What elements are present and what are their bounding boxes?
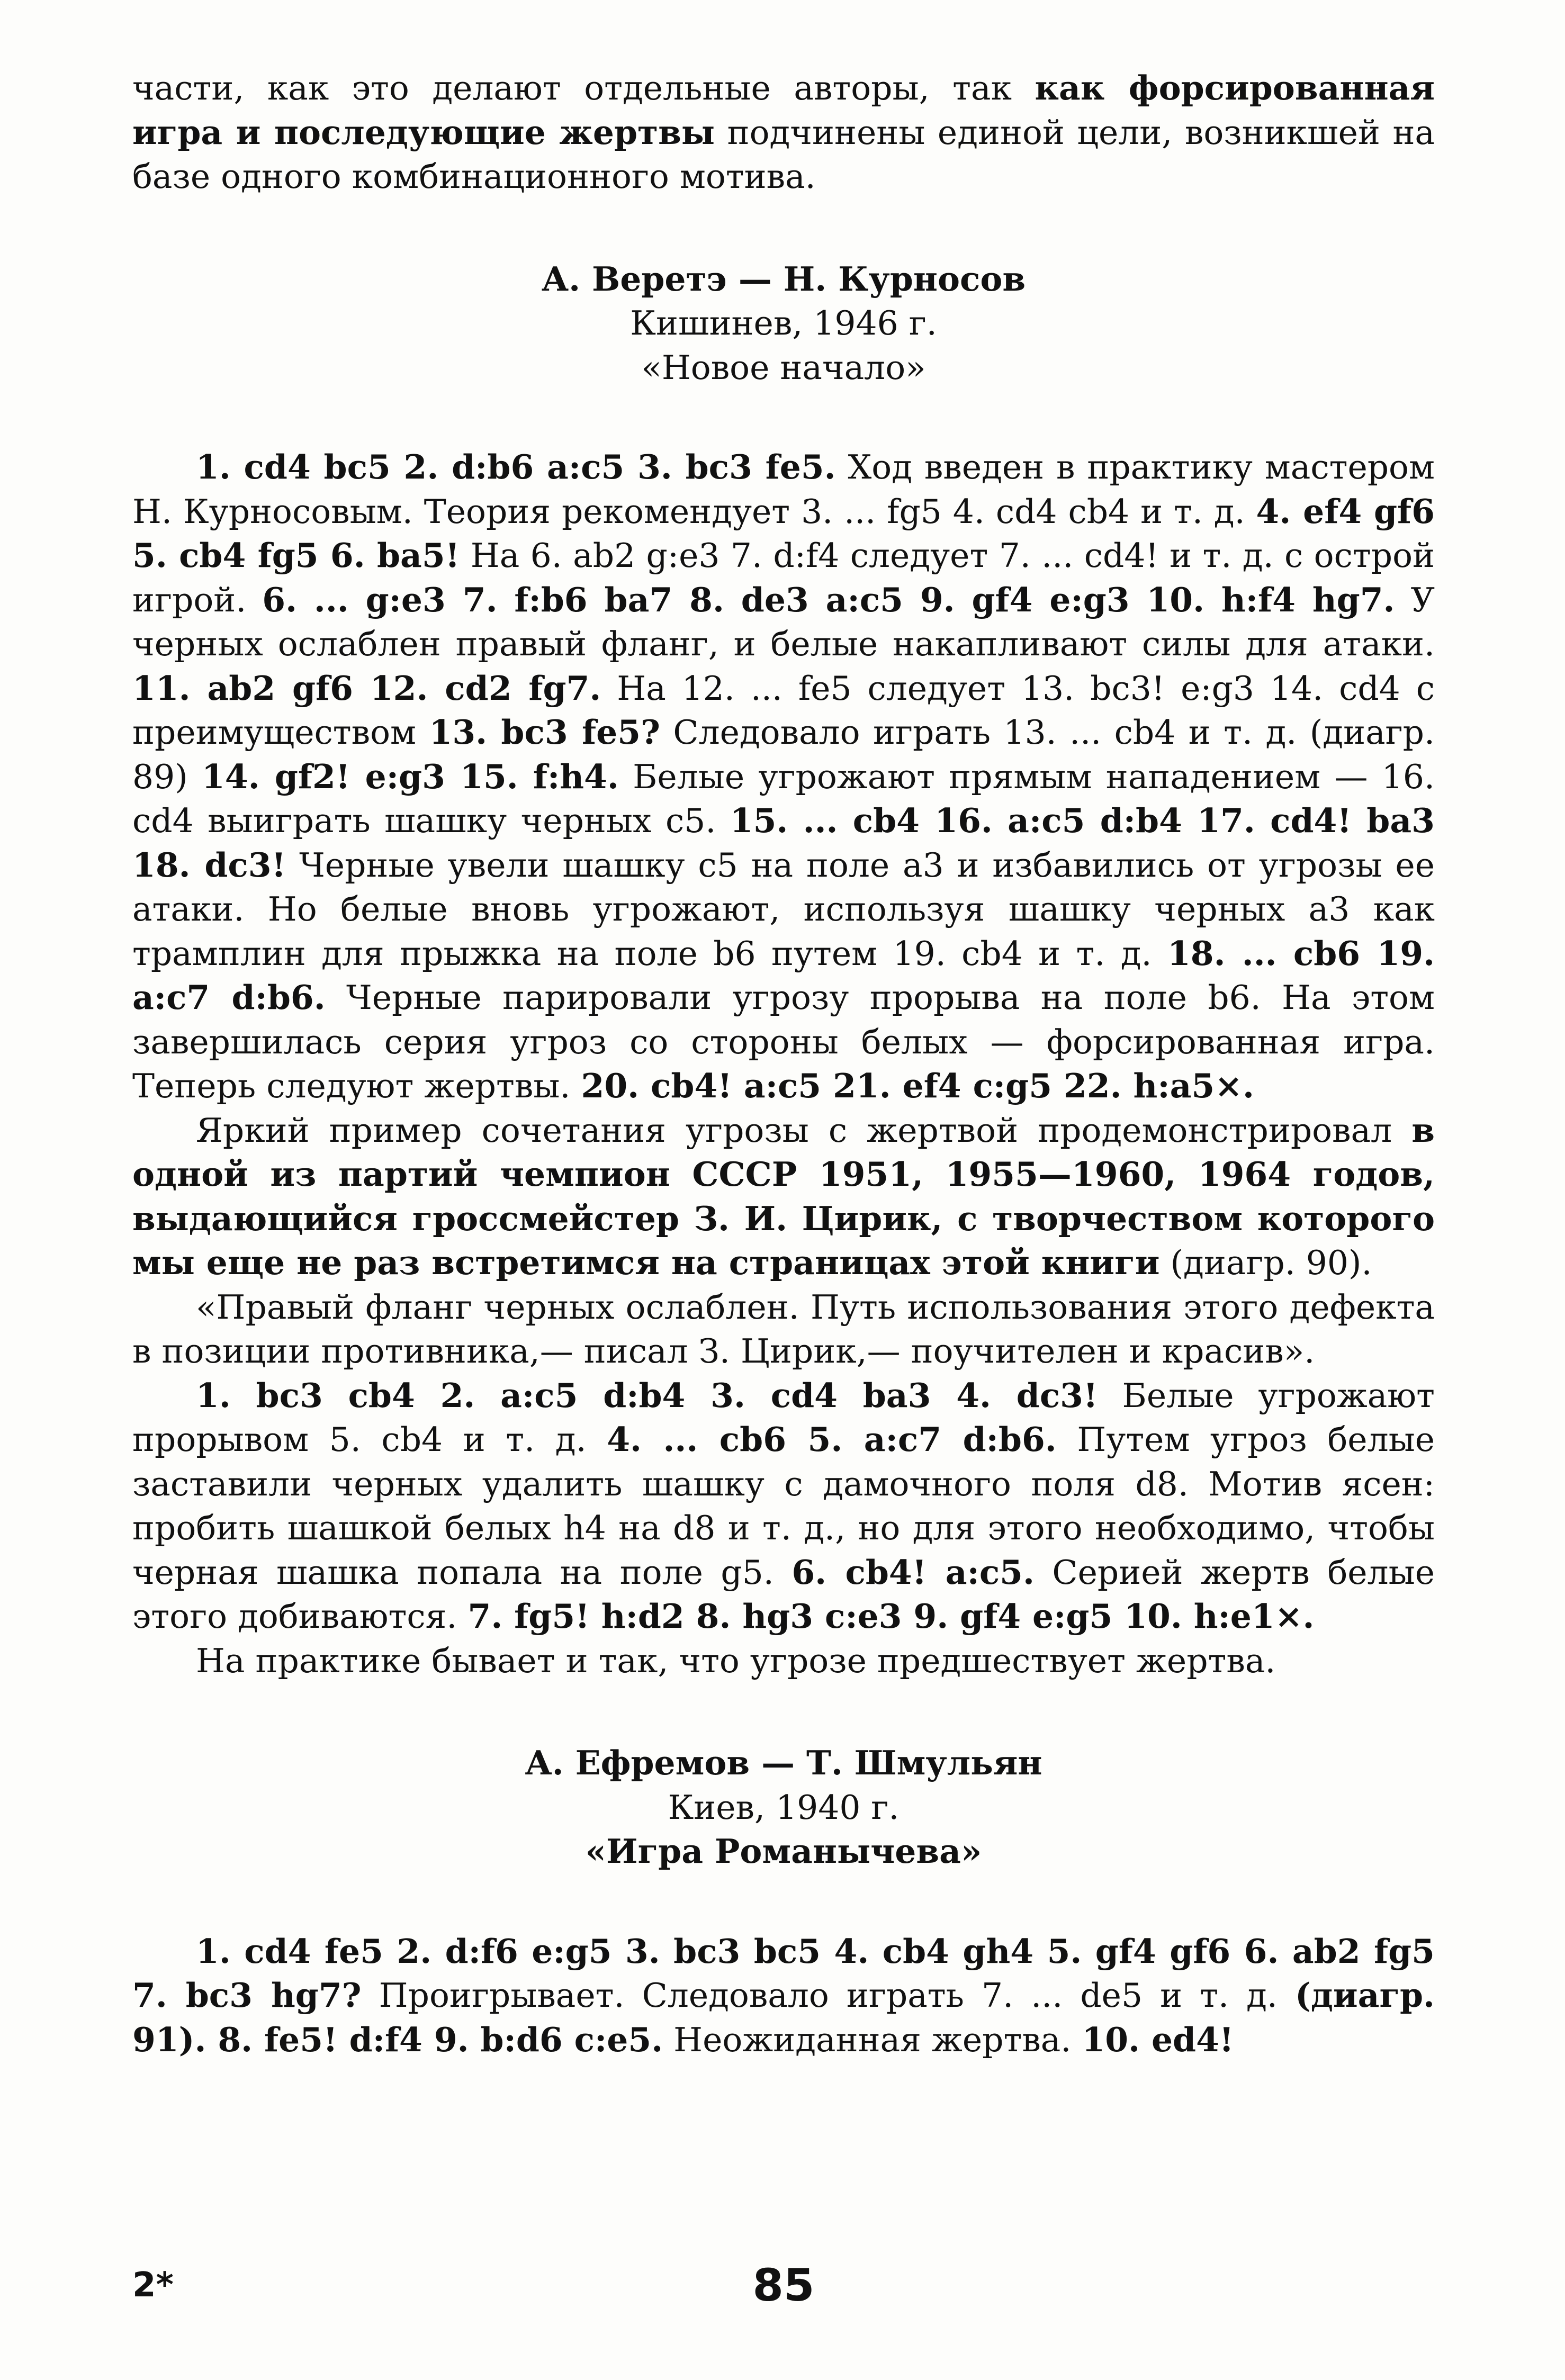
move-run: 14. gf2! e:g3 15. f:h4. bbox=[202, 756, 619, 796]
comment-run: Черные увели шашку c5 на поле a3 и избавились от угрозы ее атаки. Но белые вновь угрожают, используя шашку черных a3 как трамплин для прыжка на поле b6 путем 19. cb4 и т. д. bbox=[132, 845, 1435, 973]
game3-opening: «Игра Романычева» bbox=[585, 1832, 982, 1871]
intro-bold: как форсированная игра и последующие жертвы bbox=[132, 68, 1435, 152]
game2-commentary bbox=[132, 1374, 1435, 1639]
game1-opening: «Новое начало» bbox=[641, 348, 926, 387]
comment-run: Ход введен в практику мастером Н. Курносовым. Теория рекомендует 3. ... fg5 4. cd4 cb4 и т. д. bbox=[132, 448, 1435, 531]
tsirik-text-1: Яркий пример сочетания угрозы с жертвой продемонстрировал bbox=[196, 1111, 1412, 1150]
comment-run: На 6. ab2 g:e3 7. d:f4 следует 7. ... cd4! и т. д. с острой игрой. bbox=[132, 536, 1435, 619]
comment-run: Серией жертв белые этого добиваются. bbox=[132, 1553, 1435, 1636]
move-run: 1. cd4 fe5 2. d:f6 e:g5 3. bc3 bc5 4. cb4 gh4 5. gf4 gf6 6. ab2 fg5 7. bc3 hg7? bbox=[132, 1931, 1435, 2015]
comment-run: Проигрывает. Следовало играть 7. ... de5 и т. д. bbox=[361, 1976, 1296, 2015]
comment-run: Белые угрожают прорывом 5. cb4 и т. д. bbox=[132, 1376, 1435, 1459]
comment-run: Путем угроз белые заставили черных удалить шашку с дамочного поля d8. Мотив ясен: пробить шашкой белых h4 на d8 и т. д., но для этого необходимо, чтобы черная шашка попала на поле g5. bbox=[132, 1420, 1435, 1592]
move-run: 20. cb4! a:c5 21. ef4 c:g5 22. h:a5×. bbox=[581, 1066, 1254, 1105]
tsirik-quote: «Правый фланг черных ослаблен. Путь использования этого дефекта в позиции противника,— писал З. Цирик,— поучителен и красив». bbox=[132, 1287, 1435, 1371]
intro-text-2: подчинены единой цели, возникшей на базе одного комбинационного мотива. bbox=[132, 113, 1435, 196]
page-number: 85 bbox=[752, 2259, 815, 2311]
comment-run: Черные парировали угрозу прорыва на поле b6. На этом завершилась серия угроз со стороны белых — форсированная игра. Теперь следуют жертвы. bbox=[132, 978, 1435, 1105]
move-run: (диагр. 91). 8. fe5! d:f4 9. b:d6 c:e5. bbox=[132, 1976, 1435, 2059]
game3-commentary bbox=[132, 1930, 1435, 2062]
move-run: 6. ... g:e3 7. f:b6 ba7 8. de3 a:c5 9. gf4 e:g3 10. h:f4 hg7. bbox=[262, 580, 1395, 619]
move-run: 1. bc3 cb4 2. a:c5 d:b4 3. cd4 ba3 4. dc3! bbox=[196, 1375, 1098, 1415]
move-run: 11. ab2 gf6 12. cd2 fg7. bbox=[132, 668, 601, 708]
comment-run: На 12. ... fe5 следует 13. bc3! e:g3 14. cd4 с преимуществом bbox=[132, 669, 1435, 752]
tsirik-text-2: (диагр. 90). bbox=[1159, 1243, 1372, 1282]
move-run: 15. ... cb4 16. a:c5 d:b4 17. cd4! ba3 18. dc3! bbox=[132, 801, 1435, 885]
intro-paragraph bbox=[132, 66, 1435, 199]
game3-players: А. Ефремов — Т. Шмульян bbox=[525, 1743, 1042, 1782]
comment-run: У черных ослаблен правый фланг, и белые накапливают силы для атаки. bbox=[132, 580, 1435, 663]
move-run: 13. bc3 fe5? bbox=[429, 713, 660, 752]
game1-place: Кишинев, 1946 г. bbox=[630, 304, 937, 342]
comment-run: Неожиданная жертва. bbox=[663, 2020, 1082, 2059]
comment-run: Следовало играть 13. ... cb4 и т. д. (диагр. 89) bbox=[132, 713, 1435, 796]
tsirik-paragraph bbox=[132, 1108, 1435, 1285]
tsirik-bold: в одной из партий чемпион СССР 1951, 1955—1960, 1964 годов, выдающийся гроссмейстер З. И. Цирик, с творчеством которого мы еще не раз встретимся на страницах этой книги bbox=[132, 1110, 1435, 1282]
game1-players: А. Веретэ — Н. Курносов bbox=[541, 259, 1026, 299]
move-run: 7. fg5! h:d2 8. hg3 c:e3 9. gf4 e:g5 10. h:e1×. bbox=[467, 1597, 1315, 1636]
move-run: 4. ef4 gf6 5. cb4 fg5 6. ba5! bbox=[132, 491, 1435, 575]
game1-commentary bbox=[132, 445, 1435, 1108]
move-run: 1. cd4 bc5 2. d:b6 a:c5 3. bc3 fe5. bbox=[196, 447, 836, 486]
move-run: 18. ... cb6 19. a:c7 d:b6. bbox=[132, 933, 1435, 1017]
move-run: 10. ed4! bbox=[1082, 2020, 1234, 2059]
signature-mark: 2* bbox=[132, 2266, 174, 2305]
practice-paragraph: На практике бывает и так, что угрозе предшествует жертва. bbox=[196, 1641, 1276, 1680]
game3-place: Киев, 1940 г. bbox=[668, 1788, 900, 1827]
intro-text-1: части, как это делают отдельные авторы, так bbox=[132, 69, 1035, 107]
comment-run: Белые угрожают прямым нападением — 16. cd4 выиграть шашку черных c5. bbox=[132, 757, 1435, 840]
move-run: 4. ... cb6 5. a:c7 d:b6. bbox=[607, 1420, 1057, 1459]
move-run: 6. cb4! a:c5. bbox=[792, 1552, 1035, 1592]
text-column bbox=[132, 66, 1435, 2062]
